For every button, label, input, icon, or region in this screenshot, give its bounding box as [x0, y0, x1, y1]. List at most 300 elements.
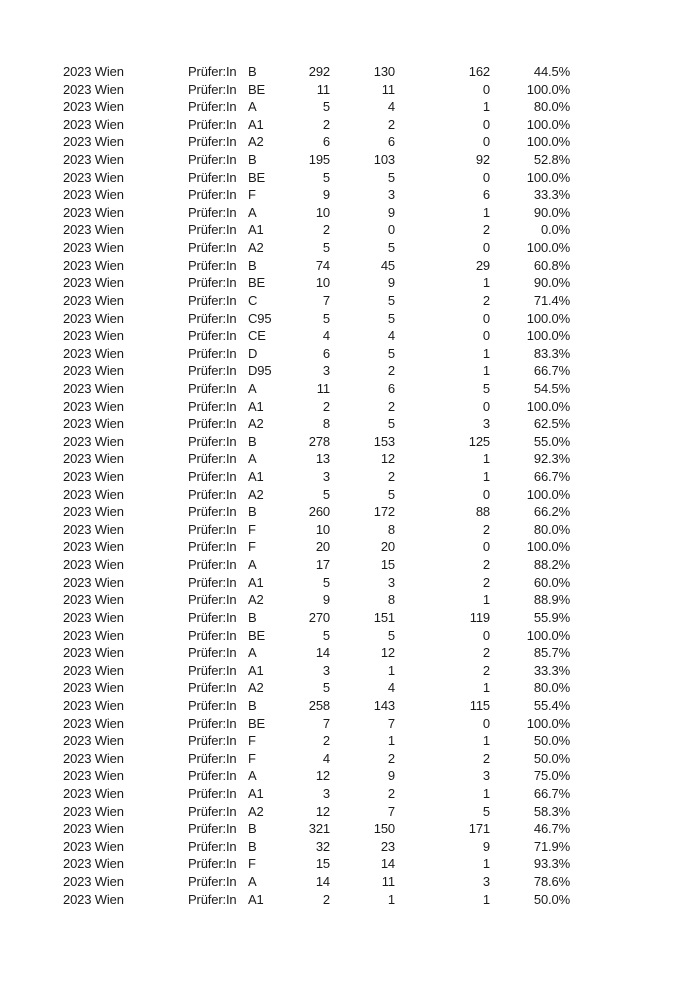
cell-pass-rate: 60.0%: [533, 574, 570, 590]
cell-passed: 8: [387, 592, 395, 608]
cell-failed: 9: [482, 838, 490, 854]
cell-year-region: 2023 Wien: [63, 821, 124, 837]
cell-license-class: A: [248, 204, 257, 220]
cell-passed: 2: [387, 750, 395, 766]
cell-passed: 143: [373, 697, 395, 713]
cell-total: 32: [315, 838, 330, 854]
table-row: [0, 239, 700, 257]
cell-total: 7: [322, 292, 330, 308]
cell-failed: 1: [482, 785, 490, 801]
cell-year-region: 2023 Wien: [63, 609, 124, 625]
cell-passed: 5: [387, 169, 395, 185]
cell-pass-rate: 55.9%: [533, 609, 570, 625]
cell-pass-rate: 78.6%: [533, 874, 570, 890]
cell-license-class: D: [248, 345, 258, 361]
cell-total: 4: [322, 750, 330, 766]
cell-failed: 2: [482, 292, 490, 308]
table-row: [0, 891, 700, 909]
cell-pass-rate: 100.0%: [526, 169, 570, 185]
cell-license-class: C95: [248, 310, 272, 326]
cell-passed: 5: [387, 486, 395, 502]
cell-year-region: 2023 Wien: [63, 416, 124, 432]
cell-failed: 1: [482, 592, 490, 608]
table-row: [0, 169, 700, 187]
cell-pass-rate: 100.0%: [526, 398, 570, 414]
cell-pass-rate: 66.2%: [533, 504, 570, 520]
cell-year-region: 2023 Wien: [63, 240, 124, 256]
table-row: [0, 310, 700, 328]
cell-examiner-role: Prüfer:In: [188, 451, 237, 467]
cell-examiner-role: Prüfer:In: [188, 856, 237, 872]
cell-examiner-role: Prüfer:In: [188, 785, 237, 801]
cell-year-region: 2023 Wien: [63, 99, 124, 115]
cell-total: 9: [322, 187, 330, 203]
cell-failed: 0: [482, 134, 490, 150]
cell-year-region: 2023 Wien: [63, 81, 124, 97]
table-row: [0, 574, 700, 592]
cell-failed: 0: [482, 240, 490, 256]
cell-year-region: 2023 Wien: [63, 557, 124, 573]
cell-failed: 0: [482, 486, 490, 502]
cell-failed: 2: [482, 574, 490, 590]
table-row: [0, 450, 700, 468]
cell-failed: 29: [475, 257, 490, 273]
cell-year-region: 2023 Wien: [63, 398, 124, 414]
cell-examiner-role: Prüfer:In: [188, 750, 237, 766]
cell-examiner-role: Prüfer:In: [188, 328, 237, 344]
table-row: [0, 521, 700, 539]
cell-passed: 9: [387, 768, 395, 784]
cell-year-region: 2023 Wien: [63, 363, 124, 379]
cell-year-region: 2023 Wien: [63, 697, 124, 713]
cell-passed: 9: [387, 204, 395, 220]
cell-examiner-role: Prüfer:In: [188, 292, 237, 308]
cell-total: 7: [322, 715, 330, 731]
cell-pass-rate: 50.0%: [533, 750, 570, 766]
cell-passed: 1: [387, 733, 395, 749]
cell-total: 5: [322, 627, 330, 643]
cell-failed: 3: [482, 416, 490, 432]
cell-year-region: 2023 Wien: [63, 803, 124, 819]
cell-license-class: C: [248, 292, 258, 308]
cell-license-class: BE: [248, 715, 266, 731]
table-row: [0, 503, 700, 521]
cell-pass-rate: 100.0%: [526, 240, 570, 256]
cell-license-class: A: [248, 874, 257, 890]
cell-license-class: A: [248, 645, 257, 661]
table-row: [0, 274, 700, 292]
cell-total: 4: [322, 328, 330, 344]
cell-year-region: 2023 Wien: [63, 187, 124, 203]
table-row: [0, 415, 700, 433]
cell-year-region: 2023 Wien: [63, 134, 124, 150]
cell-total: 74: [315, 257, 330, 273]
cell-license-class: D95: [248, 363, 272, 379]
table-row: [0, 820, 700, 838]
cell-year-region: 2023 Wien: [63, 521, 124, 537]
cell-license-class: A1: [248, 574, 264, 590]
cell-license-class: A1: [248, 116, 264, 132]
cell-total: 6: [322, 134, 330, 150]
cell-year-region: 2023 Wien: [63, 275, 124, 291]
cell-examiner-role: Prüfer:In: [188, 803, 237, 819]
cell-year-region: 2023 Wien: [63, 768, 124, 784]
cell-license-class: CE: [248, 328, 266, 344]
cell-passed: 7: [387, 715, 395, 731]
cell-passed: 23: [380, 838, 395, 854]
cell-pass-rate: 71.4%: [533, 292, 570, 308]
cell-year-region: 2023 Wien: [63, 380, 124, 396]
cell-license-class: A: [248, 768, 257, 784]
cell-total: 321: [308, 821, 330, 837]
cell-license-class: A2: [248, 240, 264, 256]
cell-passed: 20: [380, 539, 395, 555]
results-table: [0, 63, 700, 908]
cell-passed: 2: [387, 469, 395, 485]
cell-license-class: A: [248, 451, 257, 467]
cell-examiner-role: Prüfer:In: [188, 169, 237, 185]
table-row: [0, 257, 700, 275]
cell-license-class: A: [248, 557, 257, 573]
cell-year-region: 2023 Wien: [63, 680, 124, 696]
cell-passed: 5: [387, 310, 395, 326]
cell-examiner-role: Prüfer:In: [188, 398, 237, 414]
cell-year-region: 2023 Wien: [63, 433, 124, 449]
cell-pass-rate: 0.0%: [540, 222, 570, 238]
table-row: [0, 538, 700, 556]
table-row: [0, 750, 700, 768]
cell-total: 2: [322, 116, 330, 132]
cell-examiner-role: Prüfer:In: [188, 416, 237, 432]
cell-year-region: 2023 Wien: [63, 750, 124, 766]
table-row: [0, 767, 700, 785]
cell-pass-rate: 54.5%: [533, 380, 570, 396]
cell-license-class: BE: [248, 81, 266, 97]
cell-passed: 3: [387, 187, 395, 203]
cell-pass-rate: 62.5%: [533, 416, 570, 432]
table-row: [0, 362, 700, 380]
cell-pass-rate: 88.9%: [533, 592, 570, 608]
cell-total: 8: [322, 416, 330, 432]
cell-passed: 151: [373, 609, 395, 625]
table-row: [0, 679, 700, 697]
cell-pass-rate: 50.0%: [533, 733, 570, 749]
cell-passed: 0: [387, 222, 395, 238]
cell-year-region: 2023 Wien: [63, 645, 124, 661]
cell-license-class: A2: [248, 592, 264, 608]
cell-passed: 11: [381, 81, 395, 97]
cell-examiner-role: Prüfer:In: [188, 345, 237, 361]
cell-year-region: 2023 Wien: [63, 469, 124, 485]
cell-failed: 1: [482, 856, 490, 872]
cell-examiner-role: Prüfer:In: [188, 697, 237, 713]
cell-license-class: BE: [248, 275, 266, 291]
table-row: [0, 591, 700, 609]
cell-examiner-role: Prüfer:In: [188, 257, 237, 273]
cell-total: 10: [315, 204, 330, 220]
table-row: [0, 81, 700, 99]
cell-passed: 130: [373, 64, 395, 79]
cell-license-class: B: [248, 838, 257, 854]
cell-pass-rate: 46.7%: [533, 821, 570, 837]
cell-pass-rate: 66.7%: [533, 363, 570, 379]
cell-pass-rate: 52.8%: [533, 152, 570, 168]
table-row: [0, 398, 700, 416]
cell-failed: 3: [482, 874, 490, 890]
cell-pass-rate: 80.0%: [533, 680, 570, 696]
cell-passed: 150: [373, 821, 395, 837]
cell-year-region: 2023 Wien: [63, 292, 124, 308]
cell-pass-rate: 55.0%: [533, 433, 570, 449]
cell-total: 5: [322, 486, 330, 502]
cell-year-region: 2023 Wien: [63, 856, 124, 872]
cell-examiner-role: Prüfer:In: [188, 469, 237, 485]
cell-examiner-role: Prüfer:In: [188, 557, 237, 573]
cell-total: 12: [315, 768, 330, 784]
cell-license-class: A1: [248, 891, 264, 907]
cell-passed: 2: [387, 398, 395, 414]
cell-passed: 2: [387, 363, 395, 379]
cell-passed: 15: [380, 557, 395, 573]
table-row: [0, 98, 700, 116]
cell-pass-rate: 100.0%: [526, 627, 570, 643]
cell-failed: 0: [482, 627, 490, 643]
cell-year-region: 2023 Wien: [63, 451, 124, 467]
cell-license-class: A2: [248, 134, 264, 150]
cell-license-class: F: [248, 521, 256, 537]
cell-failed: 2: [482, 222, 490, 238]
cell-year-region: 2023 Wien: [63, 116, 124, 132]
cell-passed: 5: [387, 240, 395, 256]
cell-license-class: B: [248, 257, 257, 273]
cell-failed: 0: [482, 81, 490, 97]
table-row: [0, 855, 700, 873]
cell-pass-rate: 100.0%: [526, 116, 570, 132]
cell-total: 10: [315, 275, 330, 291]
cell-year-region: 2023 Wien: [63, 486, 124, 502]
cell-license-class: F: [248, 856, 256, 872]
cell-passed: 12: [380, 645, 395, 661]
cell-failed: 92: [475, 152, 490, 168]
cell-total: 270: [308, 609, 330, 625]
cell-year-region: 2023 Wien: [63, 328, 124, 344]
cell-total: 5: [322, 240, 330, 256]
cell-pass-rate: 66.7%: [533, 469, 570, 485]
cell-failed: 1: [482, 891, 490, 907]
cell-examiner-role: Prüfer:In: [188, 204, 237, 220]
cell-examiner-role: Prüfer:In: [188, 433, 237, 449]
cell-examiner-role: Prüfer:In: [188, 380, 237, 396]
cell-pass-rate: 93.3%: [533, 856, 570, 872]
cell-passed: 8: [387, 521, 395, 537]
table-row: [0, 221, 700, 239]
cell-year-region: 2023 Wien: [63, 733, 124, 749]
cell-total: 260: [308, 504, 330, 520]
cell-pass-rate: 33.3%: [533, 187, 570, 203]
cell-total: 12: [315, 803, 330, 819]
cell-license-class: F: [248, 750, 256, 766]
cell-failed: 2: [482, 662, 490, 678]
cell-year-region: 2023 Wien: [63, 592, 124, 608]
cell-passed: 1: [387, 891, 395, 907]
cell-total: 3: [322, 363, 330, 379]
cell-license-class: B: [248, 821, 257, 837]
cell-total: 10: [315, 521, 330, 537]
cell-year-region: 2023 Wien: [63, 152, 124, 168]
cell-examiner-role: Prüfer:In: [188, 891, 237, 907]
cell-total: 292: [308, 64, 330, 79]
table-row: [0, 785, 700, 803]
cell-license-class: BE: [248, 169, 266, 185]
cell-total: 13: [315, 451, 330, 467]
cell-license-class: B: [248, 504, 257, 520]
cell-pass-rate: 80.0%: [533, 99, 570, 115]
cell-total: 195: [308, 152, 330, 168]
cell-failed: 125: [468, 433, 490, 449]
cell-pass-rate: 71.9%: [533, 838, 570, 854]
cell-passed: 5: [387, 292, 395, 308]
cell-passed: 5: [387, 627, 395, 643]
cell-pass-rate: 50.0%: [533, 891, 570, 907]
cell-total: 258: [308, 697, 330, 713]
cell-failed: 0: [482, 310, 490, 326]
cell-examiner-role: Prüfer:In: [188, 521, 237, 537]
cell-pass-rate: 100.0%: [526, 134, 570, 150]
table-row: [0, 133, 700, 151]
cell-failed: 171: [468, 821, 490, 837]
cell-examiner-role: Prüfer:In: [188, 627, 237, 643]
cell-failed: 0: [482, 715, 490, 731]
cell-failed: 88: [475, 504, 490, 520]
cell-license-class: A2: [248, 486, 264, 502]
table-row: [0, 292, 700, 310]
cell-license-class: A2: [248, 416, 264, 432]
cell-examiner-role: Prüfer:In: [188, 275, 237, 291]
cell-failed: 1: [482, 451, 490, 467]
cell-license-class: B: [248, 609, 257, 625]
cell-examiner-role: Prüfer:In: [188, 363, 237, 379]
table-row: [0, 715, 700, 733]
cell-failed: 1: [482, 99, 490, 115]
cell-year-region: 2023 Wien: [63, 257, 124, 273]
cell-pass-rate: 58.3%: [533, 803, 570, 819]
cell-license-class: A2: [248, 803, 264, 819]
cell-passed: 7: [387, 803, 395, 819]
cell-failed: 3: [482, 768, 490, 784]
cell-failed: 1: [482, 733, 490, 749]
cell-examiner-role: Prüfer:In: [188, 874, 237, 890]
cell-examiner-role: Prüfer:In: [188, 134, 237, 150]
cell-license-class: F: [248, 187, 256, 203]
cell-total: 278: [308, 433, 330, 449]
cell-license-class: B: [248, 433, 257, 449]
cell-examiner-role: Prüfer:In: [188, 222, 237, 238]
cell-passed: 103: [373, 152, 395, 168]
cell-failed: 0: [482, 398, 490, 414]
cell-total: 3: [322, 662, 330, 678]
cell-examiner-role: Prüfer:In: [188, 486, 237, 502]
cell-license-class: A: [248, 99, 257, 115]
cell-license-class: A: [248, 380, 257, 396]
cell-examiner-role: Prüfer:In: [188, 662, 237, 678]
cell-total: 20: [315, 539, 330, 555]
cell-license-class: B: [248, 697, 257, 713]
cell-pass-rate: 100.0%: [526, 539, 570, 555]
cell-passed: 12: [380, 451, 395, 467]
cell-license-class: A1: [248, 662, 264, 678]
cell-pass-rate: 90.0%: [533, 275, 570, 291]
cell-failed: 2: [482, 521, 490, 537]
cell-failed: 1: [482, 345, 490, 361]
cell-examiner-role: Prüfer:In: [188, 539, 237, 555]
cell-failed: 6: [482, 187, 490, 203]
cell-pass-rate: 90.0%: [533, 204, 570, 220]
cell-examiner-role: Prüfer:In: [188, 592, 237, 608]
table-row: [0, 186, 700, 204]
cell-total: 11: [316, 81, 330, 97]
cell-passed: 45: [380, 257, 395, 273]
cell-pass-rate: 92.3%: [533, 451, 570, 467]
cell-failed: 5: [482, 803, 490, 819]
cell-total: 2: [322, 733, 330, 749]
table-row: [0, 627, 700, 645]
table-row: [0, 697, 700, 715]
cell-year-region: 2023 Wien: [63, 310, 124, 326]
cell-pass-rate: 100.0%: [526, 328, 570, 344]
cell-pass-rate: 33.3%: [533, 662, 570, 678]
cell-failed: 0: [482, 539, 490, 555]
cell-license-class: A1: [248, 222, 264, 238]
cell-pass-rate: 75.0%: [533, 768, 570, 784]
cell-passed: 2: [387, 116, 395, 132]
cell-passed: 6: [387, 380, 395, 396]
cell-total: 14: [315, 874, 330, 890]
cell-license-class: A1: [248, 469, 264, 485]
cell-total: 3: [322, 469, 330, 485]
cell-examiner-role: Prüfer:In: [188, 715, 237, 731]
cell-pass-rate: 44.5%: [533, 64, 570, 79]
cell-total: 14: [315, 645, 330, 661]
cell-failed: 162: [468, 64, 490, 79]
cell-license-class: A1: [248, 398, 264, 414]
cell-examiner-role: Prüfer:In: [188, 838, 237, 854]
cell-passed: 2: [387, 785, 395, 801]
cell-passed: 11: [381, 874, 395, 890]
table-row: [0, 486, 700, 504]
cell-license-class: F: [248, 733, 256, 749]
cell-total: 9: [322, 592, 330, 608]
cell-license-class: B: [248, 64, 257, 79]
cell-pass-rate: 83.3%: [533, 345, 570, 361]
cell-passed: 9: [387, 275, 395, 291]
cell-failed: 1: [482, 469, 490, 485]
cell-year-region: 2023 Wien: [63, 715, 124, 731]
cell-failed: 1: [482, 363, 490, 379]
table-row: [0, 556, 700, 574]
table-row: [0, 151, 700, 169]
cell-failed: 2: [482, 750, 490, 766]
cell-pass-rate: 80.0%: [533, 521, 570, 537]
cell-year-region: 2023 Wien: [63, 891, 124, 907]
cell-pass-rate: 66.7%: [533, 785, 570, 801]
cell-examiner-role: Prüfer:In: [188, 310, 237, 326]
cell-total: 2: [322, 398, 330, 414]
table-row: [0, 873, 700, 891]
cell-license-class: BE: [248, 627, 266, 643]
cell-failed: 1: [482, 680, 490, 696]
cell-examiner-role: Prüfer:In: [188, 116, 237, 132]
cell-total: 17: [315, 557, 330, 573]
